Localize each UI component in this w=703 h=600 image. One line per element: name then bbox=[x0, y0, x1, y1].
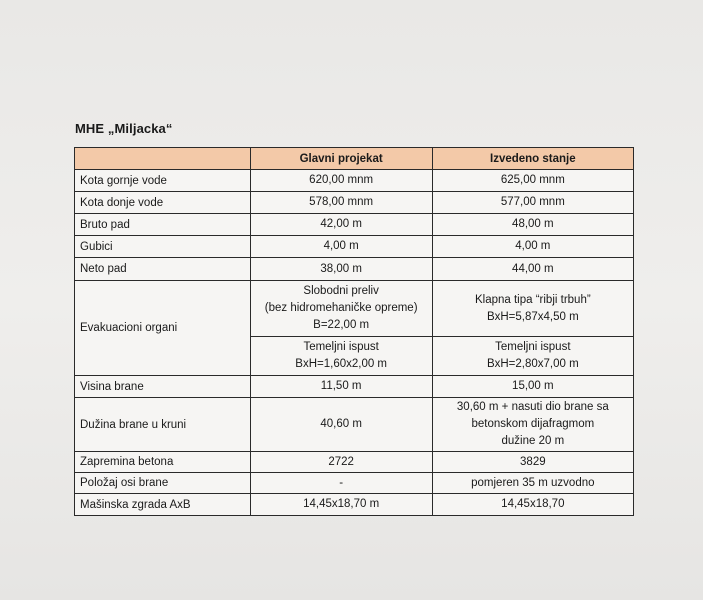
cell-line: dužine 20 m bbox=[501, 435, 565, 447]
cell-line: Temeljni ispust bbox=[303, 341, 379, 353]
header-izvedeno-stanje: Izvedeno stanje bbox=[432, 148, 633, 170]
row-label: Visina brane bbox=[75, 376, 251, 398]
cell-line: Slobodni preliv bbox=[303, 285, 379, 297]
table-row bbox=[75, 214, 634, 236]
cell-line: BxH=2,80x7,00 m bbox=[486, 358, 579, 370]
glavni-value: 578,00 mnm bbox=[250, 192, 432, 214]
izvedeno-value: 4,00 m bbox=[432, 236, 633, 258]
table-row bbox=[75, 398, 634, 452]
glavni-value: 40,60 m bbox=[250, 398, 432, 452]
row-label: Bruto pad bbox=[75, 214, 251, 236]
cell-line: Klapna tipa “ribji trbuh” bbox=[474, 293, 591, 306]
table-row bbox=[75, 170, 634, 192]
glavni-value: 620,00 mnm bbox=[250, 170, 432, 192]
row-label: Kota donje vode bbox=[75, 192, 251, 214]
row-label: Evakuacioni organi bbox=[75, 281, 251, 376]
header-glavni-projekat: Glavni projekat bbox=[250, 148, 432, 170]
table-row bbox=[75, 376, 634, 398]
izvedeno-value: 577,00 mnm bbox=[432, 192, 633, 214]
cell-line: betonskom dijafragmom bbox=[471, 418, 595, 430]
glavni-value: 38,00 m bbox=[250, 258, 432, 281]
izvedeno-value bbox=[432, 398, 633, 452]
glavni-value: 11,50 m bbox=[250, 376, 432, 398]
glavni-value: 4,00 m bbox=[250, 236, 432, 258]
table-row bbox=[75, 473, 634, 494]
glavni-value bbox=[250, 337, 432, 376]
izvedeno-value: 48,00 m bbox=[432, 214, 633, 236]
row-label: Dužina brane u kruni bbox=[75, 398, 251, 452]
table-row bbox=[75, 494, 634, 516]
table-row bbox=[75, 192, 634, 214]
document-title: MHE „Miljacka“ bbox=[75, 121, 173, 136]
izvedeno-value bbox=[432, 337, 633, 376]
header-empty-cell bbox=[75, 148, 251, 170]
izvedeno-value: 14,45x18,70 bbox=[432, 494, 633, 516]
izvedeno-value: pomjeren 35 m uzvodno bbox=[432, 473, 633, 494]
row-label: Mašinska zgrada AxB bbox=[75, 494, 251, 516]
table-row bbox=[75, 452, 634, 473]
cell-line: 30,60 m + nasuti dio brane sa bbox=[456, 401, 609, 413]
glavni-value: - bbox=[250, 473, 432, 494]
row-label: Neto pad bbox=[75, 258, 251, 281]
row-label: Položaj osi brane bbox=[75, 473, 251, 494]
izvedeno-value: 15,00 m bbox=[432, 376, 633, 398]
cell-line: Temeljni ispust bbox=[495, 341, 571, 353]
row-label: Gubici bbox=[75, 236, 251, 258]
glavni-value: 2722 bbox=[250, 452, 432, 473]
cell-line: BxH=1,60x2,00 m bbox=[295, 358, 388, 370]
row-label: Kota gornje vode bbox=[75, 170, 251, 192]
cell-line: BxH=5,87x4,50 m bbox=[486, 310, 579, 323]
glavni-value: 14,45x18,70 m bbox=[250, 494, 432, 516]
izvedeno-value bbox=[432, 281, 633, 337]
cell-line: (bez hidromehaničke opreme) bbox=[264, 302, 418, 314]
table-header-row bbox=[75, 148, 634, 170]
izvedeno-value: 44,00 m bbox=[432, 258, 633, 281]
cell-line: B=22,00 m bbox=[313, 319, 370, 331]
glavni-value bbox=[250, 281, 432, 337]
glavni-value: 42,00 m bbox=[250, 214, 432, 236]
izvedeno-value: 625,00 mnm bbox=[432, 170, 633, 192]
izvedeno-value: 3829 bbox=[432, 452, 633, 473]
row-label: Zapremina betona bbox=[75, 452, 251, 473]
comparison-table bbox=[74, 147, 634, 516]
table-row bbox=[75, 281, 634, 337]
table-row bbox=[75, 258, 634, 281]
table-row bbox=[75, 236, 634, 258]
